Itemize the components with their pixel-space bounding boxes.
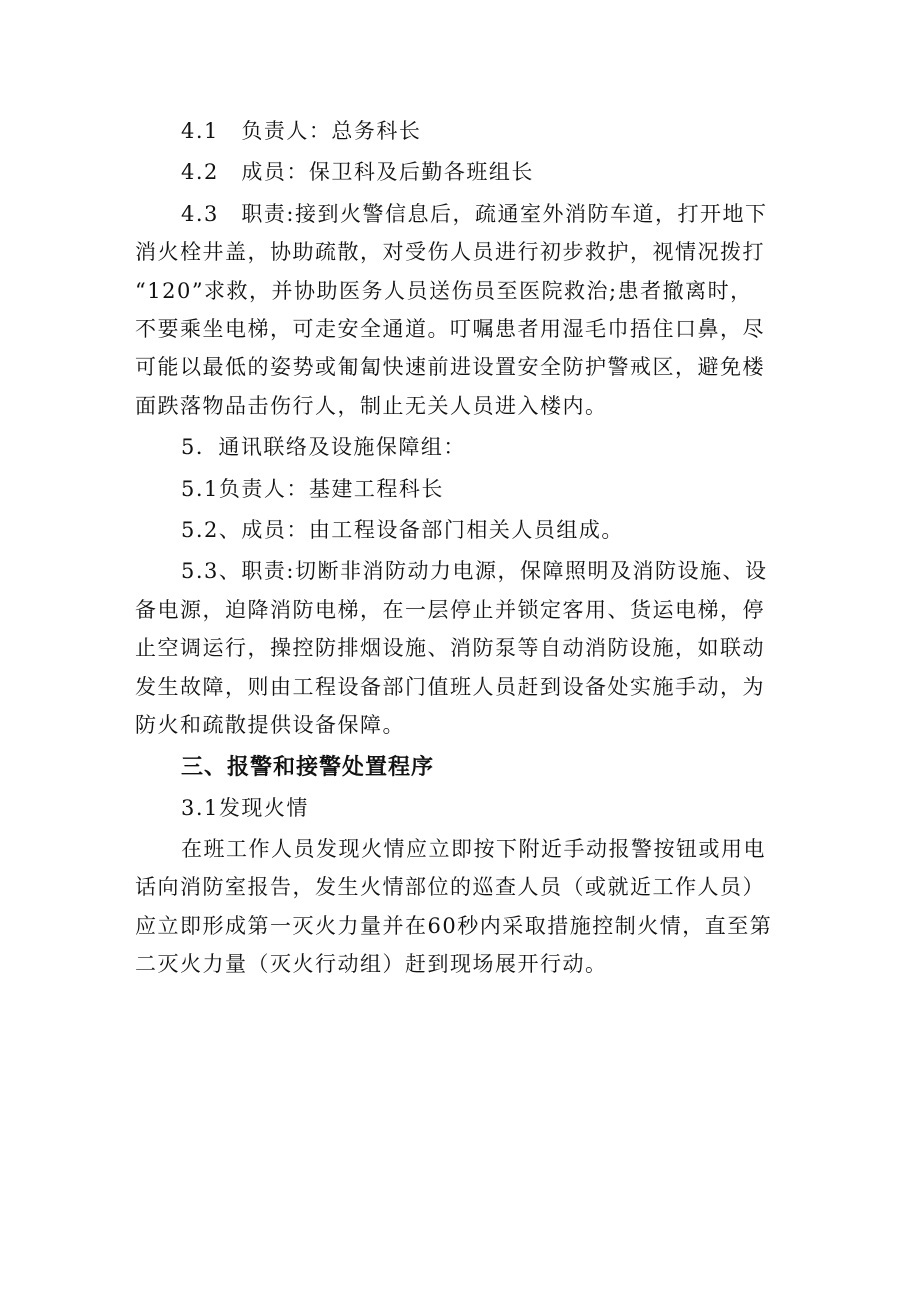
paragraph-5-2 bbox=[135, 511, 790, 549]
document-page bbox=[135, 112, 790, 984]
paragraph-3-1-body bbox=[135, 830, 790, 984]
text-line: 在班工作人员发现火情应立即按下附近手动报警按钮或用电 bbox=[181, 836, 766, 861]
text-line: 4.2 成员：保卫科及后勤各班组长 bbox=[181, 160, 534, 185]
paragraph-4-2 bbox=[135, 153, 790, 191]
text-line: 二灭火力量（灭火行动组）赶到现场展开行动。 bbox=[135, 952, 608, 977]
paragraph-5-3 bbox=[135, 552, 790, 744]
text-line: 消火栓井盖，协助疏散，对受伤人员进行初步救护，视情况拨打 bbox=[135, 240, 765, 265]
subsection-3-1-title bbox=[135, 789, 790, 827]
text-line: 5.2、成员：由工程设备部门相关人员组成。 bbox=[181, 518, 624, 543]
text-line: 5．通讯联络及设施保障组： bbox=[181, 435, 466, 460]
text-line: 5.3、职责:切断非消防动力电源，保障照明及消防设施、设 bbox=[181, 559, 768, 584]
paragraph-4-1 bbox=[135, 112, 790, 150]
text-line: 备电源，迫降消防电梯，在一层停止并锁定客用、货运电梯，停 bbox=[135, 597, 765, 622]
text-line: 应立即形成第一灭火力量并在60秒内采取措施控制火情，直至第 bbox=[135, 913, 773, 938]
text-line: 4.1 负责人：总务科长 bbox=[181, 119, 422, 143]
text-line: 防火和疏散提供设备保障。 bbox=[135, 713, 405, 738]
chapter-3-heading: 三、报警和接警处置程序 bbox=[181, 754, 435, 780]
text-line: 话向消防室报告，发生火情部位的巡查人员（或就近工作人员） bbox=[135, 875, 765, 900]
paragraph-4-3 bbox=[135, 195, 790, 425]
text-line: 发生故障，则由工程设备部门值班人员赶到设备处实施手动，为 bbox=[135, 674, 765, 699]
text-line: 不要乘坐电梯，可走安全通道。叮嘱患者用湿毛巾捂住口鼻，尽 bbox=[135, 317, 765, 342]
text-line: 可能以最低的姿势或匍匐快速前进设置安全防护警戒区，避免楼 bbox=[135, 355, 765, 380]
text-line: 3.1发现火情 bbox=[181, 795, 309, 820]
text-line: 5.1负责人：基建工程科长 bbox=[181, 476, 444, 501]
text-line: 面跌落物品击伤行人，制止无关人员进入楼内。 bbox=[135, 393, 608, 418]
text-line: 4.3 职责:接到火警信息后，疏通室外消防车道，打开地下 bbox=[181, 201, 768, 226]
text-line: “120”求救，并协助医务人员送伤员至医院救治;患者撤离时， bbox=[135, 278, 753, 303]
paragraph-5-1 bbox=[135, 470, 790, 508]
text-line: 止空调运行，操控防排烟设施、消防泵等自动消防设施，如联动 bbox=[135, 636, 765, 661]
section-5-title bbox=[135, 428, 790, 466]
